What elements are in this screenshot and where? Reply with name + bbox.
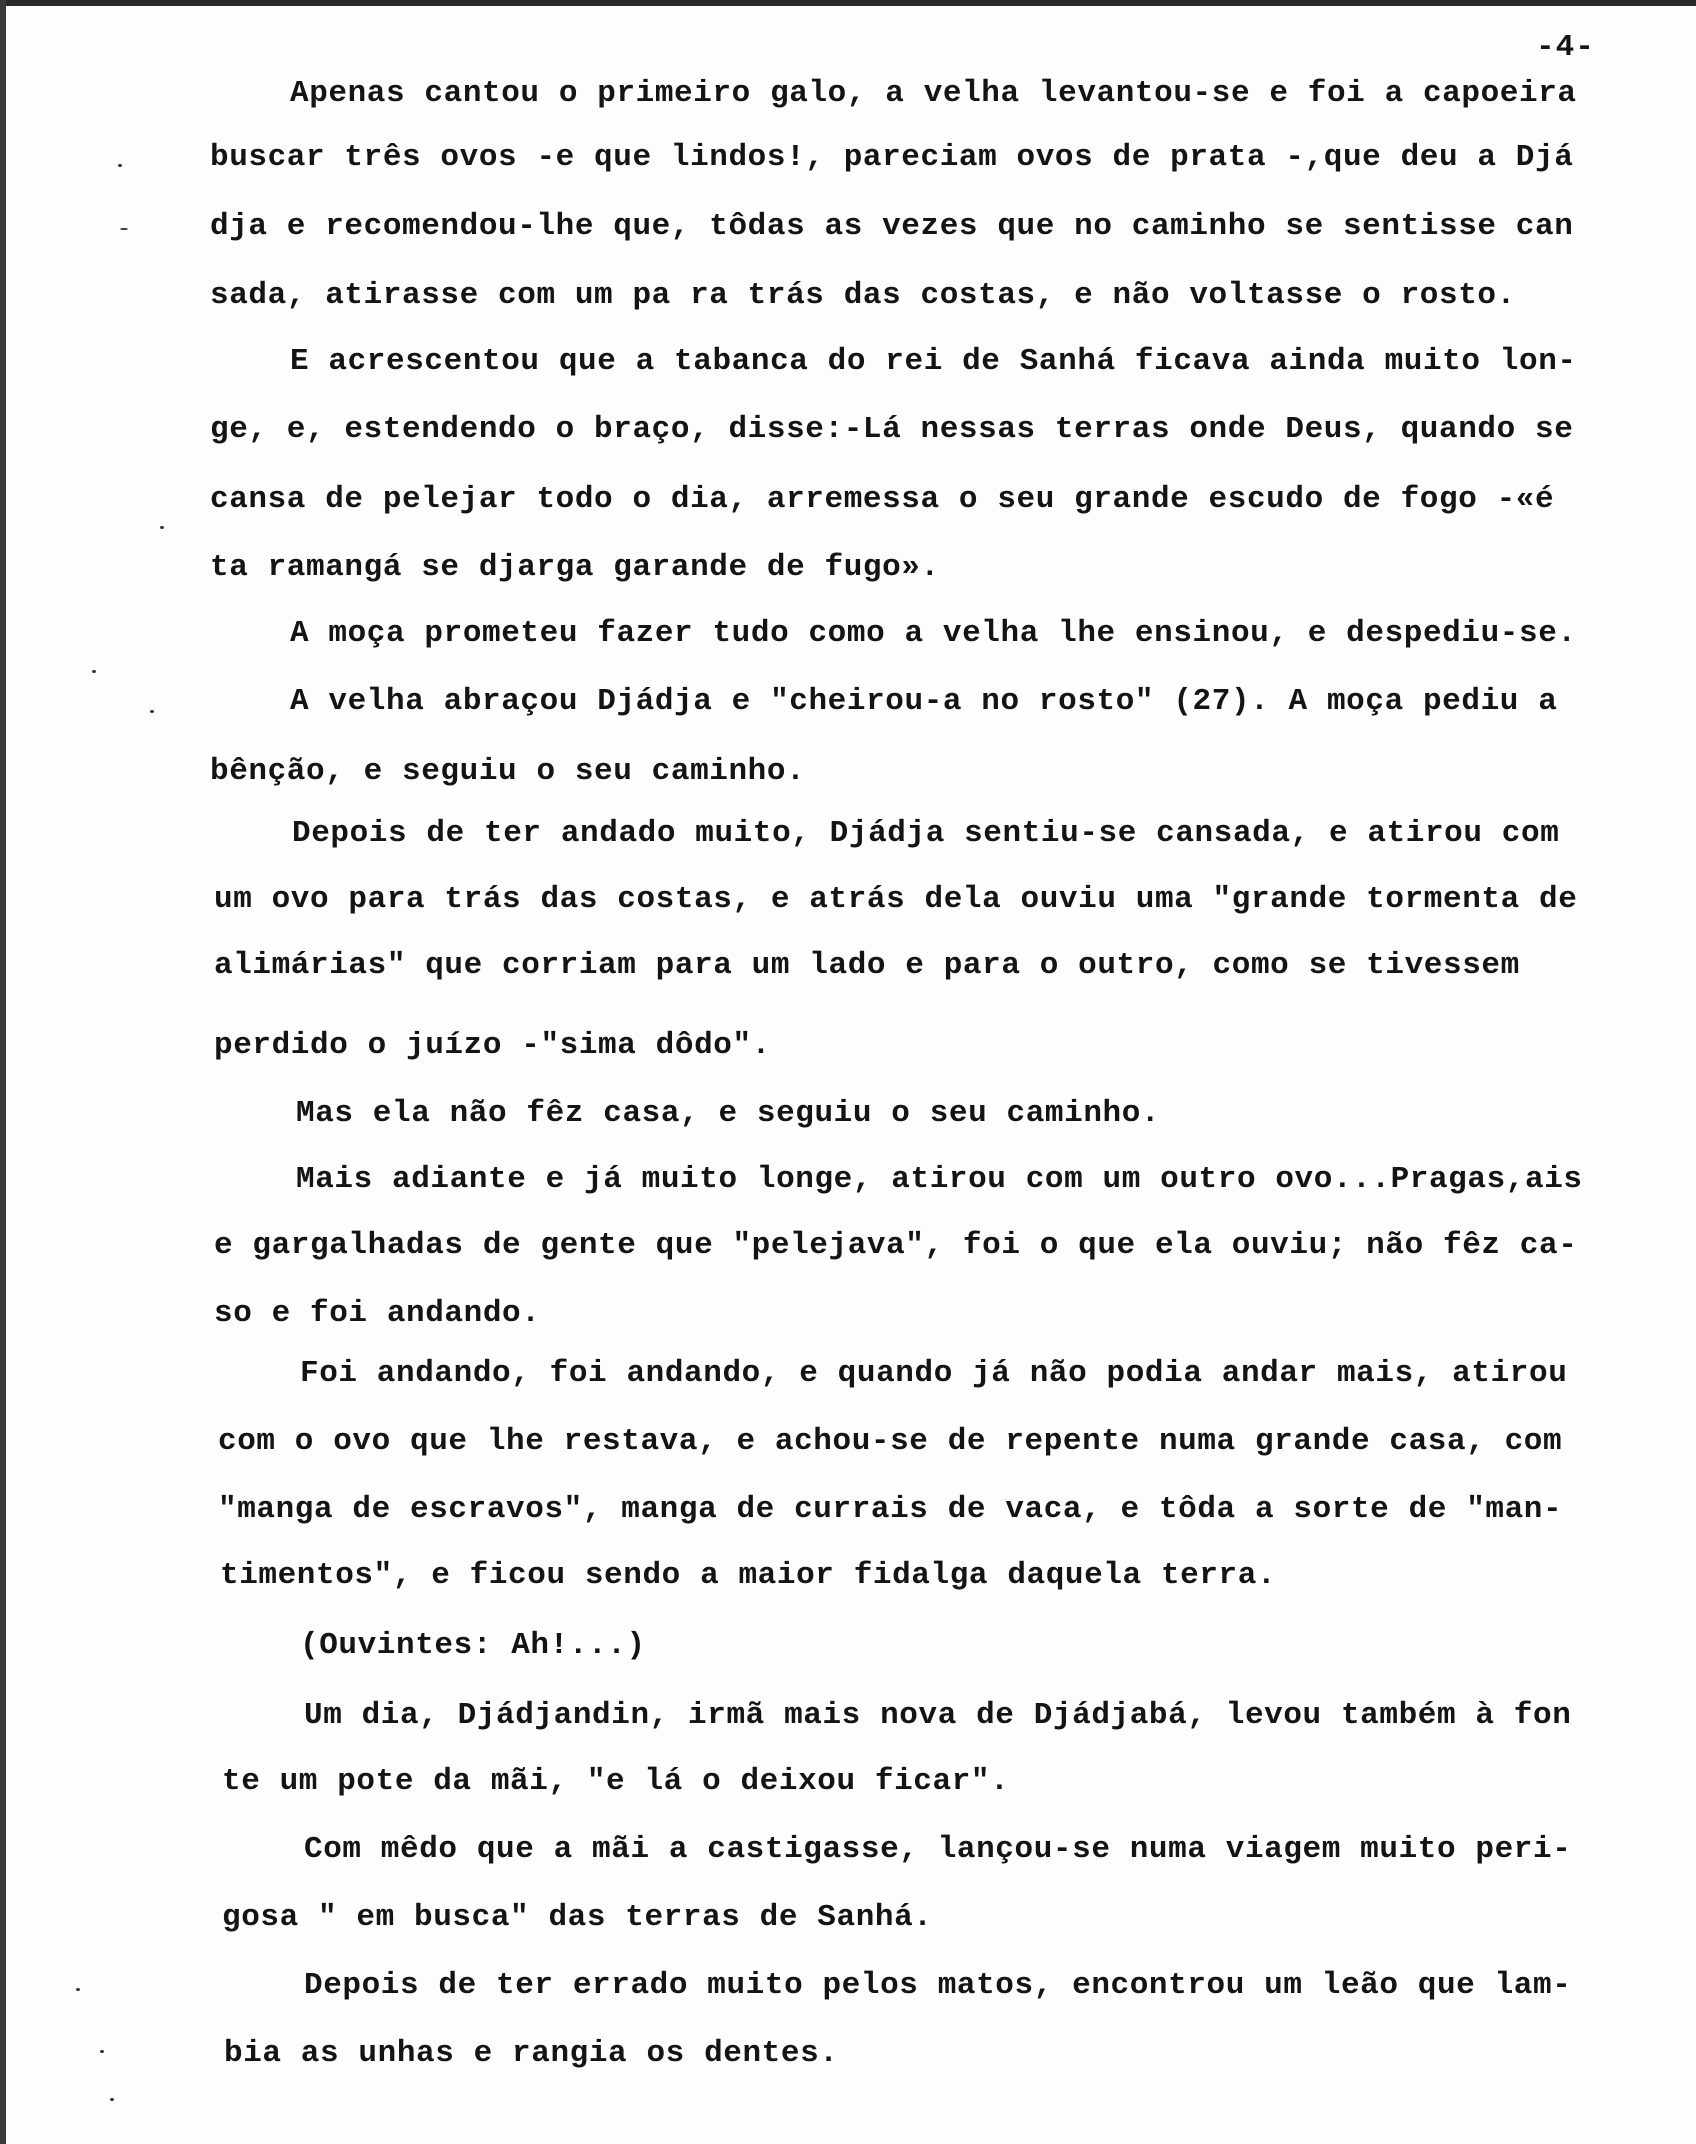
text-line: E acrescentou que a tabanca do rei de Sanhá ficava ainda muito lon- [290, 344, 1577, 379]
text-line: ta ramangá se djarga garande de fugo». [210, 550, 940, 585]
text-line: cansa de pelejar todo o dia, arremessa o seu grande escudo de fogo -«é [210, 482, 1555, 517]
text-line: Mas ela não fêz casa, e seguiu o seu caminho. [296, 1096, 1161, 1131]
scan-speck [120, 228, 128, 230]
text-line: (Ouvintes: Ah!...) [300, 1628, 646, 1663]
text-line: Depois de ter andado muito, Djádja sentiu-se cansada, e atirou com [292, 816, 1560, 851]
text-line: bia as unhas e rangia os dentes. [224, 2036, 839, 2071]
scan-speck [100, 2050, 104, 2053]
text-line: com o ovo que lhe restava, e achou-se de repente numa grande casa, com [218, 1424, 1563, 1459]
text-line: A velha abraçou Djádja e "cheirou-a no rosto" (27). A moça pediu a [290, 684, 1558, 719]
scan-speck [110, 2098, 114, 2101]
text-line: Apenas cantou o primeiro galo, a velha levantou-se e foi a capoeira [290, 76, 1577, 111]
text-line: dja e recomendou-lhe que, tôdas as vezes que no caminho se sentisse can [210, 209, 1574, 244]
scan-speck [118, 164, 122, 167]
text-line: e gargalhadas de gente que "pelejava", foi o que ela ouviu; não fêz ca- [214, 1228, 1578, 1263]
text-line: perdido o juízo -"sima dôdo". [214, 1028, 771, 1063]
text-line: Um dia, Djádjandin, irmã mais nova de Djádjabá, levou também à fon [304, 1698, 1572, 1733]
scan-speck [92, 670, 96, 673]
text-line: te um pote da mãi, "e lá o deixou ficar". [222, 1764, 1010, 1799]
scan-edge-top [0, 0, 1696, 6]
text-line: Depois de ter errado muito pelos matos, encontrou um leão que lam- [304, 1968, 1572, 2003]
text-line: alimárias" que corriam para um lado e para o outro, como se tivessem [214, 948, 1520, 983]
text-line: "manga de escravos", manga de currais de vaca, e tôda a sorte de "man- [218, 1492, 1563, 1527]
text-line: um ovo para trás das costas, e atrás dela ouviu uma "grande tormenta de [214, 882, 1578, 917]
text-line: bênção, e seguiu o seu caminho. [210, 754, 806, 789]
text-line: ge, e, estendendo o braço, disse:-Lá nessas terras onde Deus, quando se [210, 412, 1574, 447]
scan-edge-left [0, 0, 6, 2144]
text-line: so e foi andando. [214, 1296, 541, 1331]
scan-speck [76, 1988, 80, 1991]
text-line: buscar três ovos -e que lindos!, pareciam ovos de prata -,que deu a Djá [210, 140, 1574, 175]
scan-speck [160, 526, 164, 529]
text-line: Com mêdo que a mãi a castigasse, lançou-se numa viagem muito peri- [304, 1832, 1572, 1867]
text-line: gosa " em busca" das terras de Sanhá. [222, 1900, 933, 1935]
text-line: sada, atirasse com um pa ra trás das costas, e não voltasse o rosto. [210, 278, 1516, 313]
text-line: Mais adiante e já muito longe, atirou com um outro ovo...Pragas,ais [296, 1162, 1583, 1197]
scan-speck [150, 710, 154, 713]
text-line: Foi andando, foi andando, e quando já não podia andar mais, atirou [300, 1356, 1568, 1391]
text-line: A moça prometeu fazer tudo como a velha lhe ensinou, e despediu-se. [290, 616, 1577, 651]
text-line: timentos", e ficou sendo a maior fidalga daquela terra. [220, 1558, 1277, 1593]
page-number: -4- [1536, 30, 1595, 65]
